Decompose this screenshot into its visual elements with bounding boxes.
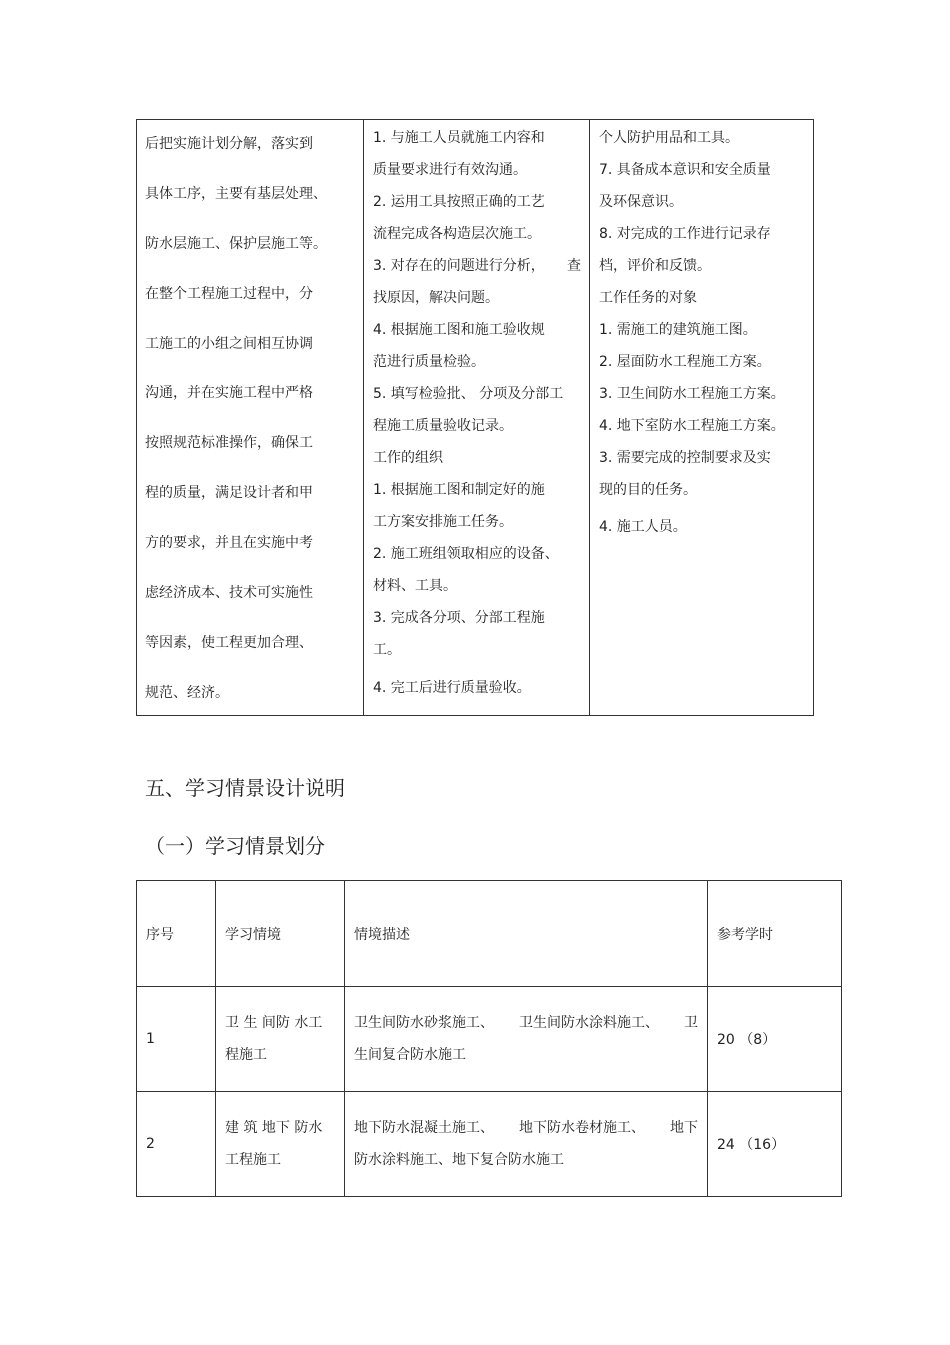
header-cell-scenario: 学习情境 <box>216 881 345 987</box>
text-line: 建 筑 地下 防水 <box>225 1120 323 1136</box>
cell-number: 2 <box>137 1092 216 1197</box>
text-line: 工作任务的对象 <box>599 290 697 306</box>
text-line: 工程施工 <box>225 1152 281 1168</box>
text-line: 4. 施工人员。 <box>599 519 687 535</box>
text-line: 1. 根据施工图和制定好的施 <box>373 482 545 498</box>
text-line: 2. 施工班组领取相应的设备、 <box>373 546 559 562</box>
text-line: 工施工的小组之间相互协调 <box>145 335 313 352</box>
text-line: 2. 运用工具按照正确的工艺 <box>373 194 545 210</box>
text-line: 档，评价和反馈。 <box>599 258 711 274</box>
text-line: 方的要求，并且在实施中考 <box>145 535 313 552</box>
learning-scenario-table <box>136 880 842 1197</box>
text-line: 程施工 <box>225 1047 267 1063</box>
text-line: 防水层施工、保护层施工等。 <box>145 235 327 252</box>
work-object-column <box>589 120 813 715</box>
text-line: 虑经济成本、技术可实施性 <box>145 585 313 602</box>
text-line: 找原因，解决问题。 <box>373 290 499 306</box>
text-line: 1. 需施工的建筑施工图。 <box>599 322 757 338</box>
text-line: 防水涂料施工、地下复合防水施工 <box>354 1152 564 1168</box>
cell-scenario <box>216 1092 345 1197</box>
cell-hours: 24 （16） <box>708 1092 842 1197</box>
text-line: 程施工质量验收记录。 <box>373 418 513 434</box>
text-line: 个人防护用品和工具。 <box>599 130 739 146</box>
text-line <box>354 1007 698 1039</box>
text-line: 3. 需要完成的控制要求及实 <box>599 450 771 466</box>
text-fragment: 地下 <box>670 1120 698 1136</box>
text-line: 及环保意识。 <box>599 194 683 210</box>
text-line: 1. 与施工人员就施工内容和 <box>373 130 545 146</box>
text-fragment: 地下防水卷材施工、 <box>519 1120 645 1136</box>
table-header-row <box>137 881 842 987</box>
text-line: 具体工序，主要有基层处理、 <box>145 185 327 202</box>
text-fragment: 卫 <box>684 1015 698 1031</box>
work-process-column <box>137 120 363 715</box>
cell-hours: 20 （8） <box>708 987 842 1092</box>
text-fragment: 卫生间防水砂浆施工、 <box>354 1015 494 1031</box>
text-line: 4. 地下室防水工程施工方案。 <box>599 418 785 434</box>
text-line: 4. 根据施工图和施工验收规 <box>373 322 545 338</box>
text-fragment: 3. 对存在的问题进行分析， <box>373 258 545 274</box>
cell-number: 1 <box>137 987 216 1092</box>
table-row <box>137 1092 842 1197</box>
text-line: 工方案安排施工任务。 <box>373 514 513 530</box>
text-line: 卫 生 间防 水工 <box>225 1015 323 1031</box>
text-line: 现的目的任务。 <box>599 482 697 498</box>
text-line: 材料、工具。 <box>373 578 457 594</box>
text-line: 3. 完成各分项、分部工程施 <box>373 610 545 626</box>
header-cell-description: 情境描述 <box>345 881 708 987</box>
cell-scenario <box>216 987 345 1092</box>
sub-heading: （一）学习情景划分 <box>145 834 325 858</box>
text-line: 生间复合防水施工 <box>354 1047 466 1063</box>
table-row <box>137 987 842 1092</box>
text-line: 8. 对完成的工作进行记录存 <box>599 226 771 242</box>
text-line: 流程完成各构造层次施工。 <box>373 226 541 242</box>
text-line: 7. 具备成本意识和安全质量 <box>599 162 771 178</box>
text-line: 在整个工程施工过程中，分 <box>145 285 313 302</box>
text-line <box>354 1112 698 1144</box>
section-heading: 五、学习情景设计说明 <box>145 776 345 800</box>
text-line: 工。 <box>373 642 401 658</box>
text-line: 后把实施计划分解，落实到 <box>145 136 313 152</box>
text-line <box>373 256 581 288</box>
text-fragment: 地下防水混凝土施工、 <box>354 1120 494 1136</box>
header-cell-number: 序号 <box>137 881 216 987</box>
text-line: 沟通，并在实施工程中严格 <box>145 385 313 402</box>
cell-description <box>345 987 708 1092</box>
text-line: 质量要求进行有效沟通。 <box>373 162 527 178</box>
text-line: 等因素，使工程更加合理、 <box>145 634 313 651</box>
text-line: 3. 卫生间防水工程施工方案。 <box>599 386 785 402</box>
cell-description <box>345 1092 708 1197</box>
text-line: 规范、经济。 <box>145 684 229 701</box>
text-line: 工作的组织 <box>373 450 443 466</box>
text-line: 4. 完工后进行质量验收。 <box>373 680 531 696</box>
text-line: 程的质量，满足设计者和甲 <box>145 485 313 502</box>
text-line: 2. 屋面防水工程施工方案。 <box>599 354 771 370</box>
text-line: 5. 填写检验批、 分项及分部工 <box>373 386 564 402</box>
text-fragment: 卫生间防水涂料施工、 <box>519 1015 659 1031</box>
text-line: 按照规范标准操作，确保工 <box>145 435 313 452</box>
header-cell-hours: 参考学时 <box>708 881 842 987</box>
text-line: 范进行质量检验。 <box>373 354 485 370</box>
work-method-column <box>363 120 589 715</box>
text-fragment: 查 <box>567 258 581 274</box>
work-task-table <box>136 119 814 716</box>
